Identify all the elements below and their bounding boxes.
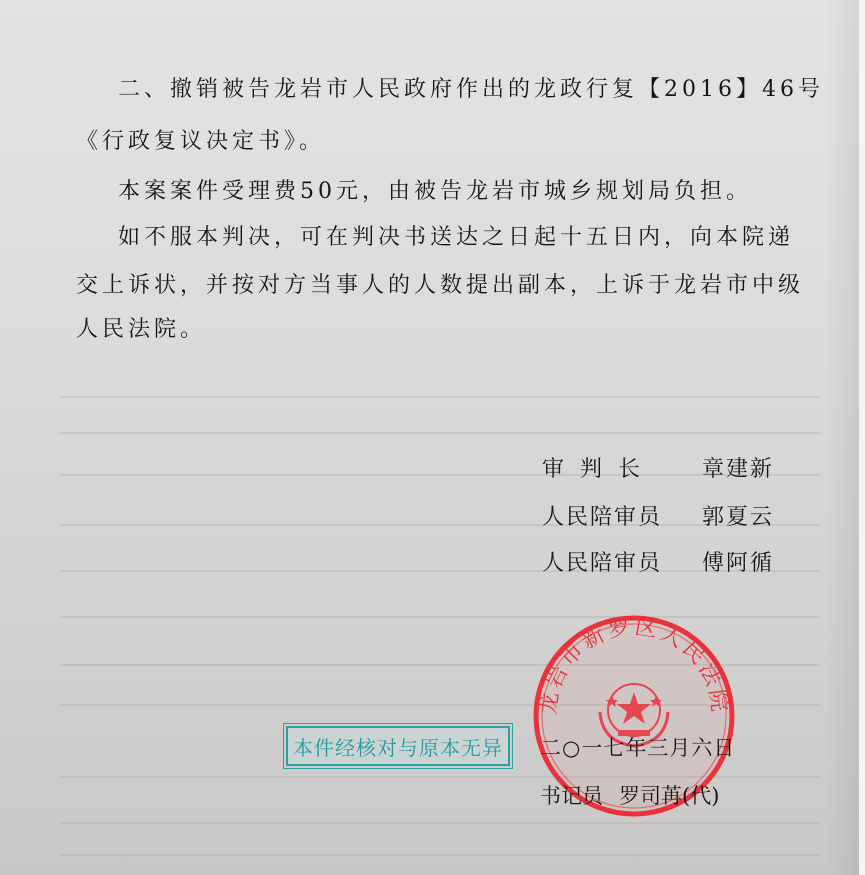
signature-name: 傅阿循 bbox=[702, 551, 775, 576]
appeal-notice-line-2: 交上诉状，并按对方当事人的人数提出副本，上诉于龙岩市中级 bbox=[76, 273, 805, 298]
clerk-role: 书记员 bbox=[540, 784, 603, 808]
judgment-item-2-line-1: 二、撤销被告龙岩市人民政府作出的龙政行复【2016】46号 bbox=[118, 77, 824, 102]
page-edge bbox=[859, 0, 865, 875]
appeal-notice-line-1: 如不服本判决，可在判决书送达之日起十五日内，向本院递 bbox=[118, 225, 795, 250]
signature-name: 郭夏云 bbox=[702, 505, 775, 530]
signature-juror-2 bbox=[542, 546, 774, 577]
signature-role: 人民陪审员 bbox=[542, 505, 663, 530]
signature-presiding-judge bbox=[542, 452, 774, 483]
bleed-through-line bbox=[60, 428, 820, 438]
bleed-through-line bbox=[60, 850, 820, 860]
signature-role: 人民陪审员 bbox=[542, 551, 663, 576]
certification-stamp: 本件经核对与原本无异 bbox=[286, 726, 510, 766]
appeal-notice-line-3: 人民法院。 bbox=[76, 317, 207, 342]
judgment-date: 二○一七年三月六日 bbox=[540, 736, 736, 760]
signature-name: 章建新 bbox=[702, 457, 775, 482]
signature-juror-1 bbox=[542, 500, 774, 531]
clerk-signature bbox=[540, 780, 719, 810]
judgment-item-2-line-2: 《行政复议决定书》。 bbox=[76, 129, 326, 154]
case-fee-paragraph: 本案案件受理费50元，由被告龙岩市城乡规划局负担。 bbox=[118, 179, 752, 204]
clerk-name: 罗司苒(代) bbox=[619, 784, 720, 808]
signature-role: 审判长 bbox=[542, 457, 657, 482]
bleed-through-line bbox=[60, 392, 820, 402]
court-seal-text: 龙岩市新罗区人民法院 bbox=[536, 614, 732, 716]
